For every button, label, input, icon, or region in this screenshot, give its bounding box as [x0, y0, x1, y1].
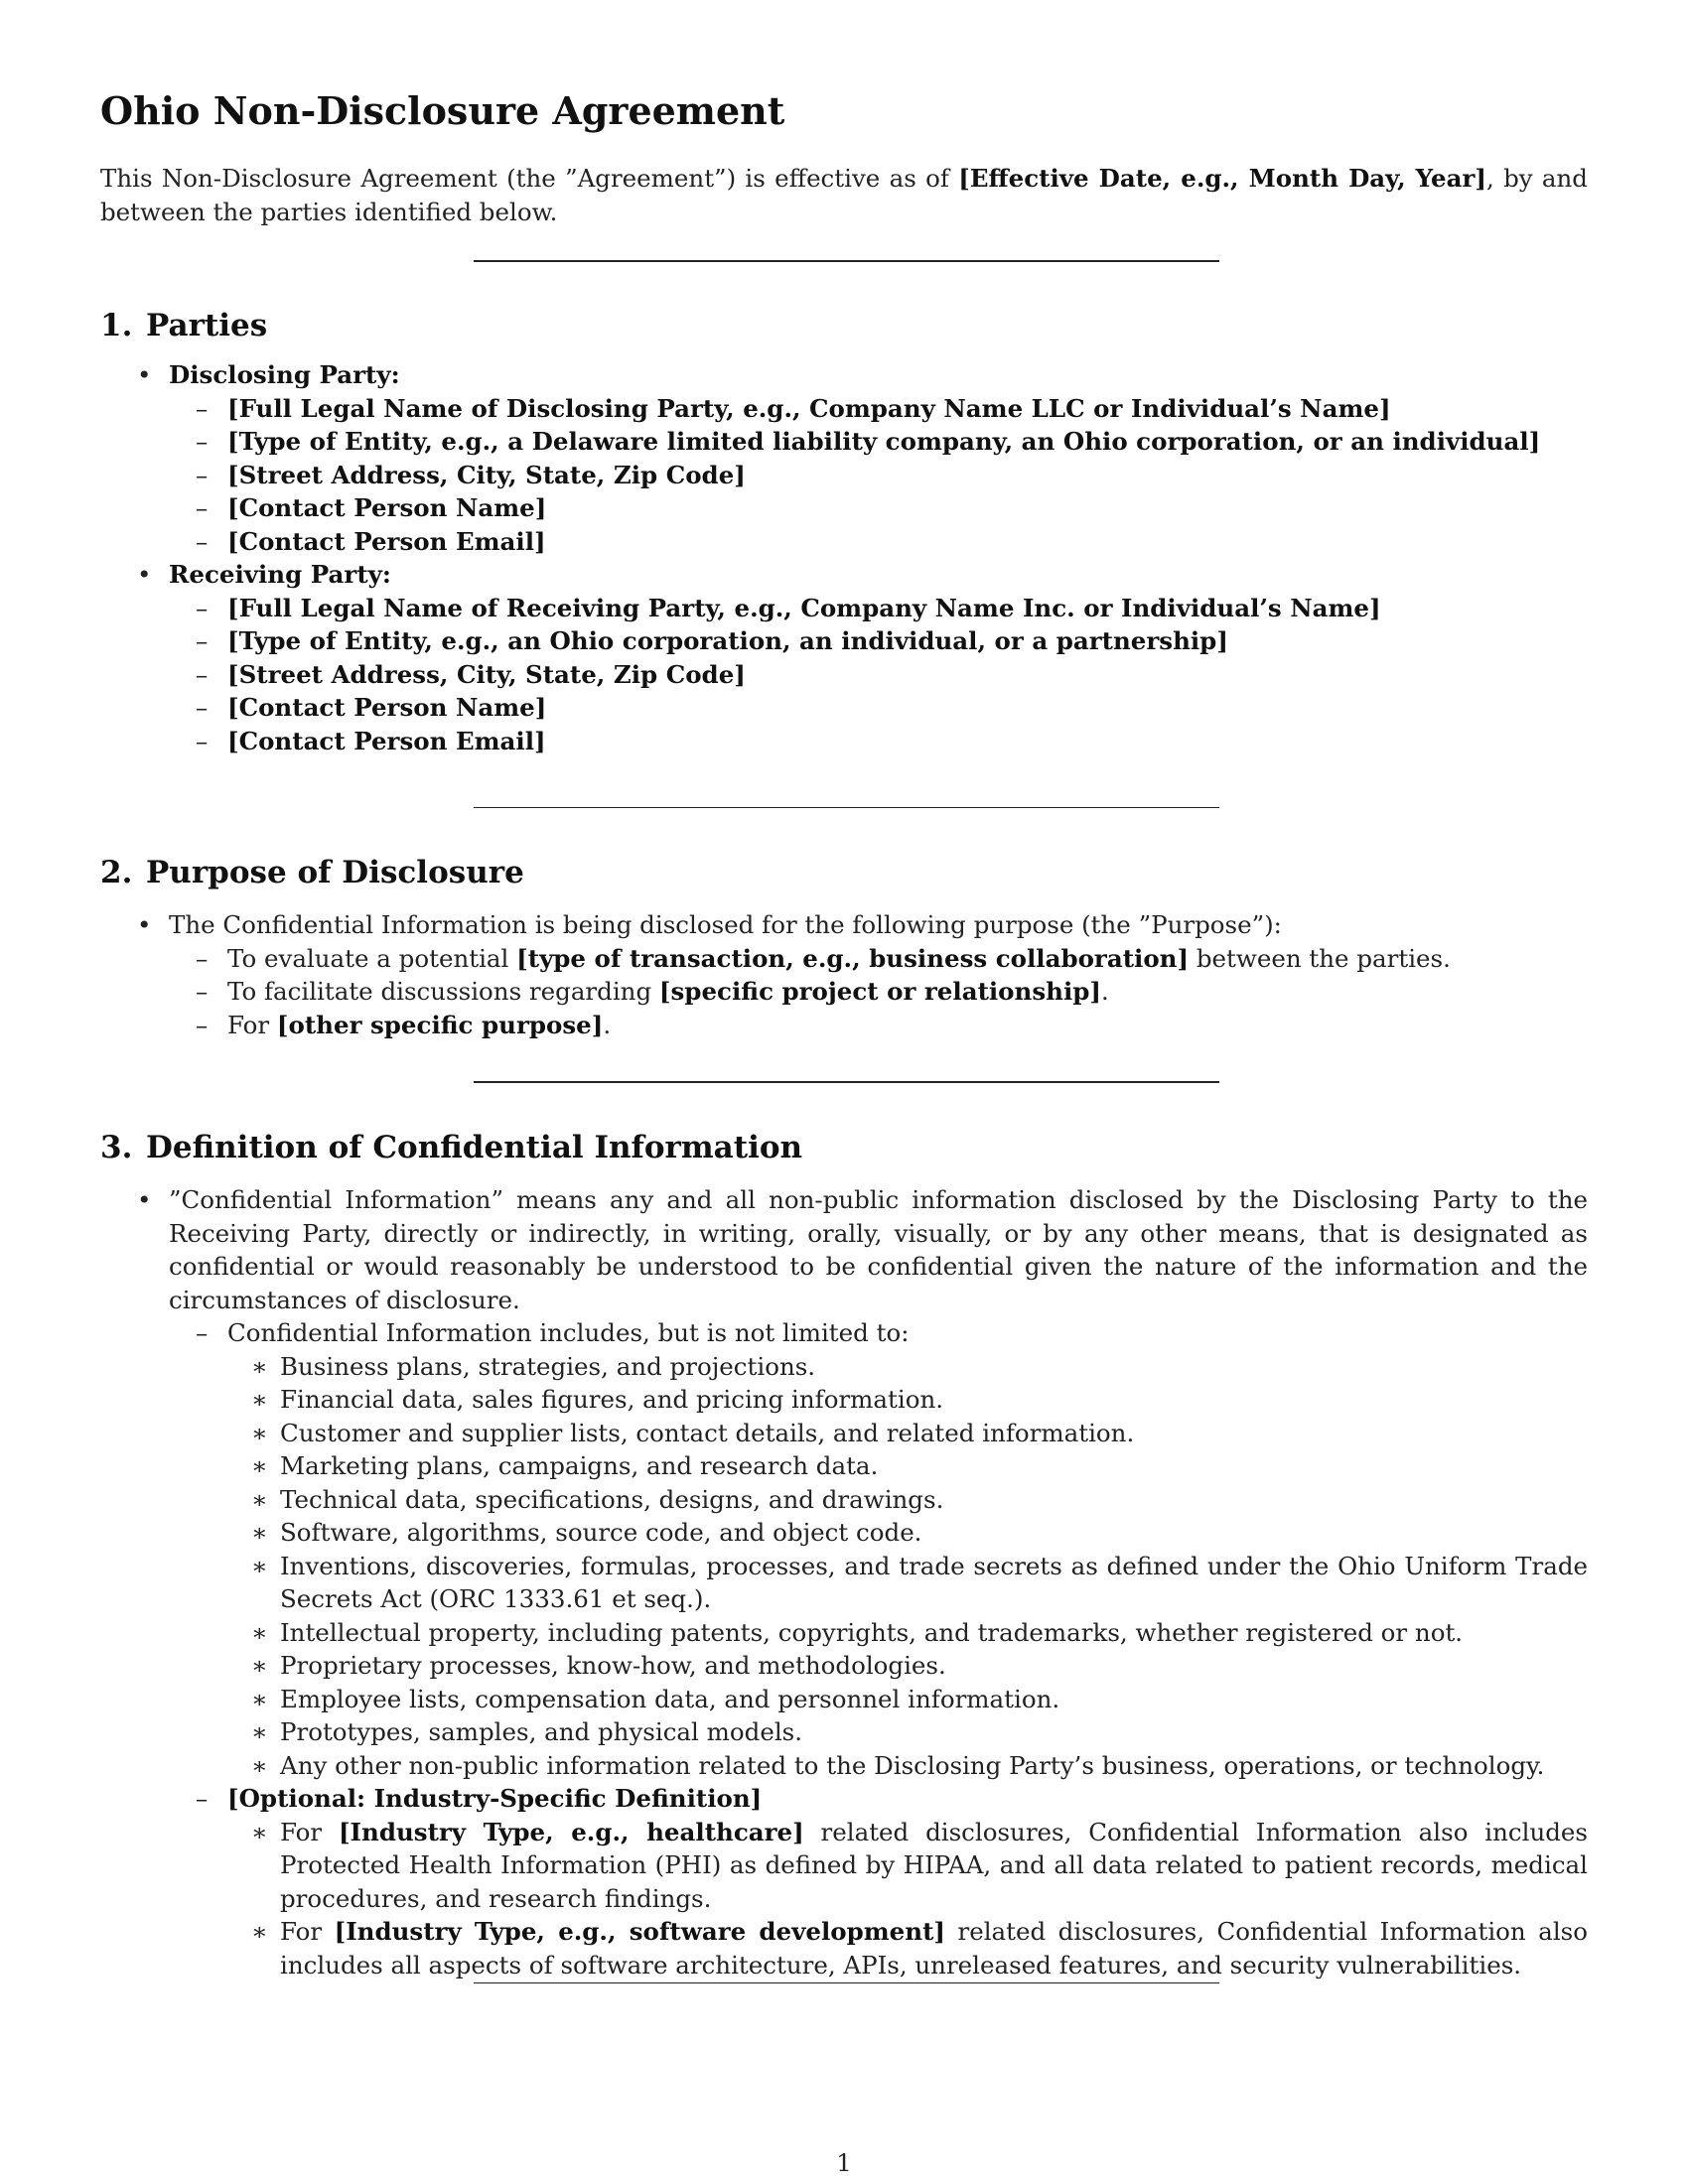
purpose-list — [100, 908, 1588, 1041]
list-item: – [Contact Person Email] — [196, 726, 546, 755]
list-item: – [Type of Entity, e.g., a Delaware limited liability company, an Ohio corporation, or an individual] — [196, 427, 1541, 456]
list-item: – [Type of Entity, e.g., an Ohio corporation, an individual, or a partnership] — [196, 626, 1228, 655]
page-number: 1 — [836, 2148, 852, 2177]
list-item: • ”Confidential Information” means any and all non-public information disclosed by the Disclosing Party to the Receiving Party, directly or indirectly, in writing, orally, visually, or by any other means, that is designated as confidential or would reasonably be understood to be confidential given the nature of the information and the circumstances of disclosure. — [137, 1185, 1588, 1314]
disclosing-party-label: Disclosing Party: — [169, 360, 400, 389]
list-item: ∗ Financial data, sales figures, and pricing information. — [251, 1385, 944, 1414]
section-divider — [474, 1081, 1219, 1083]
list-item: ∗ Any other non-public information related to the Disclosing Party’s business, operations, or technology. — [251, 1750, 1545, 1780]
list-item: ∗ For [Industry Type, e.g., software development] related disclosures, Confidential Information also includes all aspects of software architecture, APIs, unreleased features, and security vulnerabilities. — [251, 1917, 1588, 1979]
list-item: ∗ Marketing plans, campaigns, and research data. — [251, 1451, 879, 1480]
optional-definition-label: [Optional: Industry-Specific Definition] — [227, 1784, 763, 1813]
list-item: ∗ Business plans, strategies, and projections. — [251, 1351, 816, 1381]
list-item: – For [other specific purpose]. — [196, 1010, 612, 1039]
list-item: ∗ Customer and supplier lists, contact details, and related information. — [251, 1418, 1135, 1447]
list-item: • The Confidential Information is being disclosed for the following purpose (the ”Purpose”): — [137, 910, 1282, 939]
section-heading-definition: 3. Definition of Confidential Information — [100, 1130, 803, 1165]
list-item: – [Full Legal Name of Receiving Party, e.g., Company Name Inc. or Individual’s Name] — [196, 593, 1381, 622]
page-title: Ohio Non-Disclosure Agreement — [100, 88, 785, 133]
section-divider — [474, 260, 1219, 262]
list-item: – To facilitate discussions regarding [specific project or relationship]. — [196, 977, 1109, 1006]
list-item: – [Street Address, City, State, Zip Code] — [196, 659, 746, 689]
list-item: ∗ Employee lists, compensation data, and personnel information. — [251, 1684, 1060, 1713]
list-item: – [Contact Person Name] — [196, 693, 547, 722]
list-item: ∗ Inventions, discoveries, formulas, processes, and trade secrets as defined under the Ohio Uniform Trade Secrets Act (ORC 1333.61 et seq.). — [251, 1551, 1588, 1613]
section-divider — [474, 1982, 1219, 1983]
section-heading-purpose: 2. Purpose of Disclosure — [100, 855, 524, 890]
section-divider — [474, 807, 1219, 808]
list-item: ∗ For [Industry Type, e.g., healthcare] related disclosures, Confidential Information also includes Protected Health Information (PHI) as defined by HIPAA, and all data related to patient records, medical procedures, and research findings. — [251, 1817, 1588, 1913]
document-page — [100, 0, 1588, 2184]
list-item: ∗ Technical data, specifications, designs, and drawings. — [251, 1484, 944, 1514]
list-item: ∗ Intellectual property, including patents, copyrights, and trademarks, whether registered or not. — [251, 1617, 1464, 1647]
list-item: – Confidential Information includes, but is not limited to: — [196, 1318, 910, 1347]
list-item: – [Street Address, City, State, Zip Code] — [196, 460, 746, 489]
list-item: ∗ Proprietary processes, know-how, and methodologies. — [251, 1651, 946, 1680]
intro-paragraph: This Non-Disclosure Agreement (the ”Agreement”) is effective as of [Effective Date, e.g., Month Day, Year], by and between the parties identified below. — [100, 164, 1588, 226]
list-item: • Disclosing Party: — [137, 360, 400, 389]
receiving-party-label: Receiving Party: — [169, 560, 391, 589]
effective-date-placeholder: [Effective Date, e.g., Month Day, Year] — [958, 164, 1486, 193]
parties-list — [100, 358, 1588, 757]
list-item: – [Contact Person Name] — [196, 493, 547, 522]
list-item: • Receiving Party: — [137, 560, 391, 589]
list-item: ∗ Prototypes, samples, and physical models. — [251, 1717, 803, 1746]
list-item: – To evaluate a potential [type of transaction, e.g., business collaboration] between the parties. — [196, 943, 1451, 973]
list-item: – [Full Legal Name of Disclosing Party, e.g., Company Name LLC or Individual’s Name] — [196, 393, 1391, 423]
list-item: ∗ Software, algorithms, source code, and object code. — [251, 1518, 922, 1547]
definition-list — [100, 1183, 1588, 1981]
list-item: – [Optional: Industry-Specific Definition] — [196, 1784, 763, 1813]
section-heading-parties: 1. Parties — [100, 308, 268, 343]
list-item: – [Contact Person Email] — [196, 526, 546, 556]
